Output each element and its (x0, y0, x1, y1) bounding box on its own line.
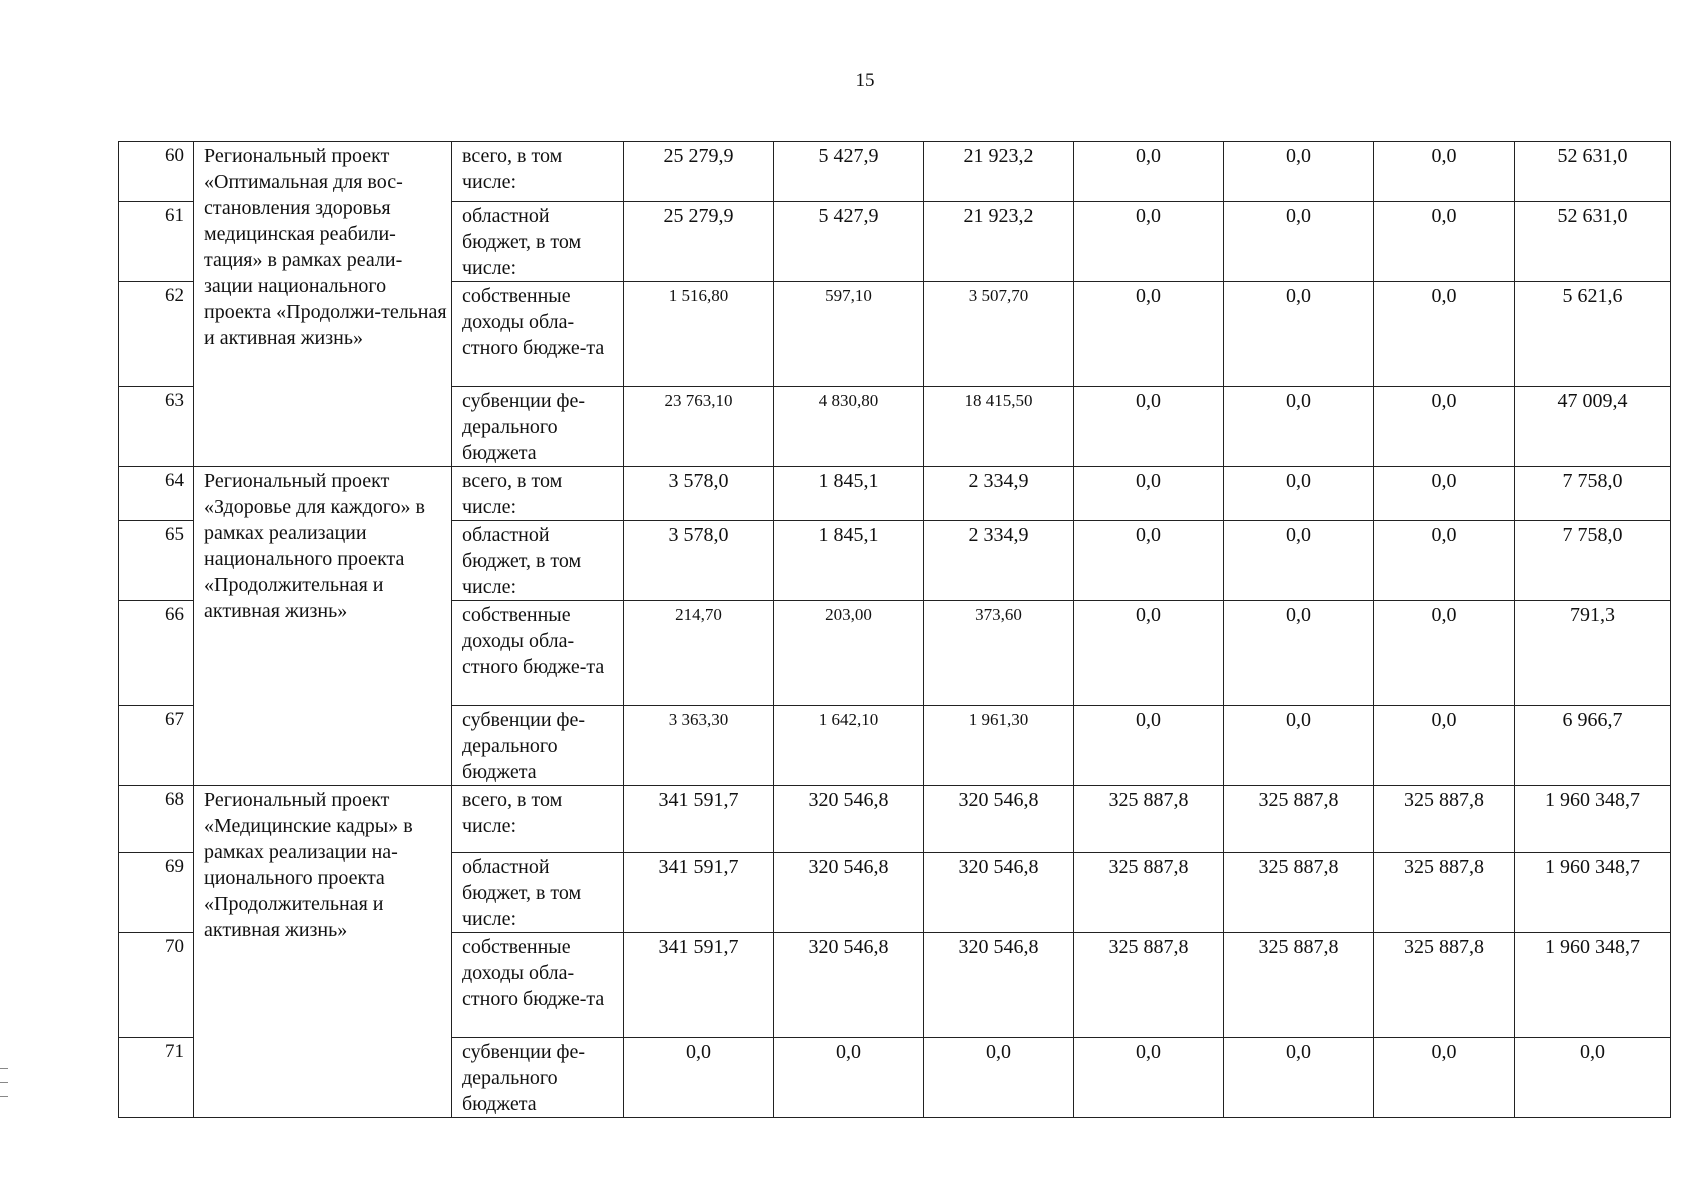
year-value: 0,0 (1224, 706, 1374, 786)
year-value: 1 845,1 (774, 521, 924, 601)
row-number: 70 (119, 933, 194, 1038)
table-row (119, 467, 1671, 521)
row-number: 66 (119, 601, 194, 706)
total-value: 1 960 348,7 (1515, 853, 1671, 933)
year-value: 214,70 (624, 601, 774, 706)
year-value: 3 578,0 (624, 521, 774, 601)
year-value: 0,0 (1074, 202, 1224, 282)
funding-source: собственные доходы обла-стного бюдже-та (452, 933, 624, 1038)
year-value: 1 845,1 (774, 467, 924, 521)
margin-tick (0, 1082, 8, 1083)
year-value: 0,0 (1224, 142, 1374, 202)
funding-source: субвенции фе-дерального бюджета (452, 387, 624, 467)
year-value: 5 427,9 (774, 202, 924, 282)
year-value: 0,0 (1074, 282, 1224, 387)
year-value: 0,0 (1374, 142, 1515, 202)
total-value: 47 009,4 (1515, 387, 1671, 467)
table-body (119, 142, 1671, 1118)
year-value: 0,0 (924, 1038, 1074, 1118)
year-value: 0,0 (1224, 601, 1374, 706)
year-value: 0,0 (1374, 282, 1515, 387)
year-value: 4 830,80 (774, 387, 924, 467)
margin-tick (0, 1096, 8, 1097)
year-value: 3 507,70 (924, 282, 1074, 387)
year-value: 203,00 (774, 601, 924, 706)
year-value: 0,0 (1374, 521, 1515, 601)
table-row (119, 786, 1671, 853)
year-value: 325 887,8 (1224, 786, 1374, 853)
year-value: 0,0 (1074, 521, 1224, 601)
year-value: 0,0 (1224, 387, 1374, 467)
year-value: 0,0 (1224, 521, 1374, 601)
year-value: 0,0 (774, 1038, 924, 1118)
row-number: 71 (119, 1038, 194, 1118)
year-value: 597,10 (774, 282, 924, 387)
year-value: 320 546,8 (774, 786, 924, 853)
row-number: 61 (119, 202, 194, 282)
year-value: 0,0 (1374, 1038, 1515, 1118)
row-number: 67 (119, 706, 194, 786)
year-value: 23 763,10 (624, 387, 774, 467)
year-value: 0,0 (1074, 706, 1224, 786)
year-value: 0,0 (1374, 601, 1515, 706)
year-value: 0,0 (1374, 467, 1515, 521)
year-value: 325 887,8 (1224, 853, 1374, 933)
total-value: 1 960 348,7 (1515, 933, 1671, 1038)
row-number: 65 (119, 521, 194, 601)
year-value: 1 961,30 (924, 706, 1074, 786)
year-value: 0,0 (1374, 202, 1515, 282)
project-name: Региональный проект «Медицинские кадры» в рамках реализации на-ционального проекта «Продолжительная и активная жизнь» (194, 786, 452, 1118)
year-value: 21 923,2 (924, 202, 1074, 282)
year-value: 320 546,8 (924, 853, 1074, 933)
year-value: 1 642,10 (774, 706, 924, 786)
total-value: 52 631,0 (1515, 202, 1671, 282)
year-value: 0,0 (1224, 467, 1374, 521)
total-value: 7 758,0 (1515, 521, 1671, 601)
year-value: 0,0 (1224, 282, 1374, 387)
year-value: 21 923,2 (924, 142, 1074, 202)
row-number: 62 (119, 282, 194, 387)
year-value: 3 578,0 (624, 467, 774, 521)
total-value: 52 631,0 (1515, 142, 1671, 202)
year-value: 2 334,9 (924, 467, 1074, 521)
year-value: 325 887,8 (1074, 853, 1224, 933)
table-row (119, 142, 1671, 202)
total-value: 5 621,6 (1515, 282, 1671, 387)
row-number: 60 (119, 142, 194, 202)
page-number: 15 (855, 70, 875, 91)
year-value: 325 887,8 (1374, 786, 1515, 853)
year-value: 325 887,8 (1074, 933, 1224, 1038)
year-value: 0,0 (1074, 601, 1224, 706)
year-value: 0,0 (1374, 387, 1515, 467)
year-value: 373,60 (924, 601, 1074, 706)
funding-source: всего, в том числе: (452, 467, 624, 521)
project-name: Региональный проект «Оптимальная для вос-становления здоровья медицинская реабили-тация» в рамках реали-зации национального проекта «Продолжи-тельная и активная жизнь» (194, 142, 452, 467)
year-value: 25 279,9 (624, 202, 774, 282)
year-value: 0,0 (1074, 387, 1224, 467)
funding-source: субвенции фе-дерального бюджета (452, 706, 624, 786)
margin-tick (0, 1068, 8, 1069)
year-value: 2 334,9 (924, 521, 1074, 601)
year-value: 325 887,8 (1374, 853, 1515, 933)
row-number: 69 (119, 853, 194, 933)
year-value: 0,0 (1074, 142, 1224, 202)
year-value: 341 591,7 (624, 786, 774, 853)
year-value: 18 415,50 (924, 387, 1074, 467)
budget-table (118, 141, 1671, 1118)
funding-source: областной бюджет, в том числе: (452, 521, 624, 601)
total-value: 0,0 (1515, 1038, 1671, 1118)
total-value: 7 758,0 (1515, 467, 1671, 521)
year-value: 1 516,80 (624, 282, 774, 387)
year-value: 325 887,8 (1374, 933, 1515, 1038)
year-value: 5 427,9 (774, 142, 924, 202)
year-value: 0,0 (1224, 1038, 1374, 1118)
year-value: 320 546,8 (774, 853, 924, 933)
funding-source: областной бюджет, в том числе: (452, 202, 624, 282)
row-number: 64 (119, 467, 194, 521)
year-value: 325 887,8 (1074, 786, 1224, 853)
year-value: 325 887,8 (1224, 933, 1374, 1038)
total-value: 1 960 348,7 (1515, 786, 1671, 853)
funding-source: всего, в том числе: (452, 142, 624, 202)
year-value: 320 546,8 (774, 933, 924, 1038)
year-value: 0,0 (1374, 706, 1515, 786)
row-number: 63 (119, 387, 194, 467)
funding-source: субвенции фе-дерального бюджета (452, 1038, 624, 1118)
funding-source: всего, в том числе: (452, 786, 624, 853)
total-value: 791,3 (1515, 601, 1671, 706)
year-value: 320 546,8 (924, 933, 1074, 1038)
funding-source: собственные доходы обла-стного бюдже-та (452, 282, 624, 387)
funding-source: областной бюджет, в том числе: (452, 853, 624, 933)
year-value: 0,0 (1074, 1038, 1224, 1118)
year-value: 341 591,7 (624, 933, 774, 1038)
year-value: 0,0 (1224, 202, 1374, 282)
funding-source: собственные доходы обла-стного бюдже-та (452, 601, 624, 706)
year-value: 25 279,9 (624, 142, 774, 202)
year-value: 320 546,8 (924, 786, 1074, 853)
row-number: 68 (119, 786, 194, 853)
year-value: 0,0 (624, 1038, 774, 1118)
project-name: Региональный проект «Здоровье для каждого» в рамках реализации национального проекта «Продолжительная и активная жизнь» (194, 467, 452, 786)
year-value: 341 591,7 (624, 853, 774, 933)
year-value: 3 363,30 (624, 706, 774, 786)
year-value: 0,0 (1074, 467, 1224, 521)
total-value: 6 966,7 (1515, 706, 1671, 786)
